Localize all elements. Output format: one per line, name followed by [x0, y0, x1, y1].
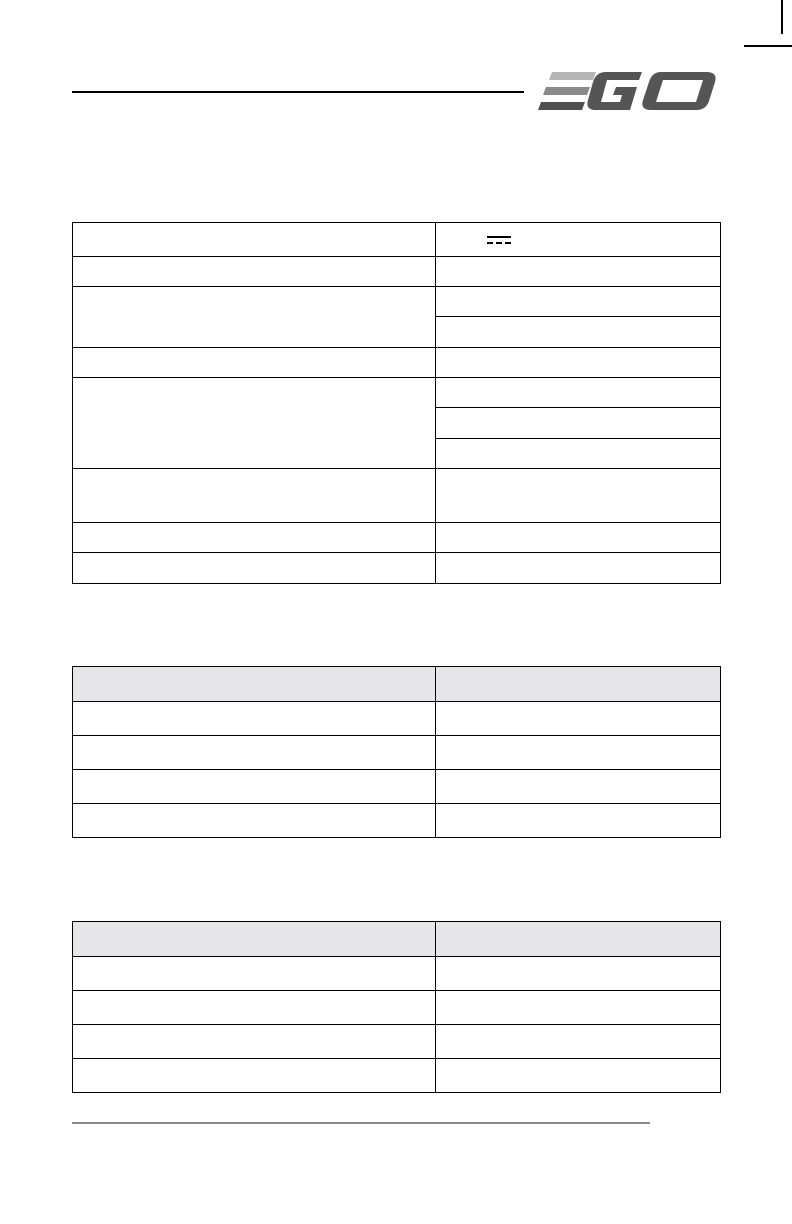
- table-row: [73, 223, 721, 257]
- table-row: [73, 378, 721, 408]
- table-cell: [436, 408, 721, 439]
- table-cell: [73, 1025, 436, 1059]
- table-cell: [436, 439, 721, 469]
- footer-rule: [72, 1122, 650, 1124]
- table-row: [73, 287, 721, 317]
- table-row: [73, 1059, 721, 1093]
- table-cell: [436, 702, 721, 736]
- table-row: [73, 736, 721, 770]
- table-row: [73, 804, 721, 838]
- table-cell: [436, 957, 721, 991]
- spec-table-1: [72, 222, 721, 584]
- table-header-row: [73, 922, 721, 957]
- table-row: [73, 957, 721, 991]
- table-row: [73, 770, 721, 804]
- table-cell: [73, 770, 436, 804]
- table-cell: [73, 378, 436, 469]
- table-cell: [73, 702, 436, 736]
- table-cell: [73, 553, 436, 584]
- table-cell: [73, 523, 436, 553]
- spec-table-3: [72, 921, 721, 1093]
- table-cell: [73, 1059, 436, 1093]
- table-cell: [436, 1059, 721, 1093]
- spec-table-2: [72, 666, 721, 838]
- table-cell: [73, 257, 436, 287]
- table-row: [73, 257, 721, 287]
- table-cell: [436, 317, 721, 348]
- table-cell: [436, 257, 721, 287]
- table-row: [73, 702, 721, 736]
- table-cell: [436, 378, 721, 408]
- table-cell: [73, 991, 436, 1025]
- crop-mark-vertical: [781, 0, 783, 34]
- table-cell: [73, 348, 436, 378]
- table-cell: [73, 223, 436, 257]
- table-header-cell: [73, 922, 436, 957]
- table-cell: [73, 804, 436, 838]
- table-cell: [73, 957, 436, 991]
- table-cell: [73, 287, 436, 348]
- table-cell: [436, 553, 721, 584]
- table-cell: [436, 348, 721, 378]
- table-cell: [436, 804, 721, 838]
- table-cell: [436, 991, 721, 1025]
- table-header-cell: [436, 667, 721, 702]
- table-cell: [436, 523, 721, 553]
- table-cell: [436, 287, 721, 317]
- table-cell: [436, 1025, 721, 1059]
- table-cell: [436, 469, 721, 523]
- ego-logo: [538, 70, 718, 112]
- table-row: [73, 523, 721, 553]
- table-row: [73, 469, 721, 523]
- table-row: [73, 991, 721, 1025]
- table-header-cell: [73, 667, 436, 702]
- dc-current-icon: [487, 236, 511, 245]
- table-cell: [436, 736, 721, 770]
- table-header-cell: [436, 922, 721, 957]
- table-cell: [436, 223, 721, 257]
- table-cell: [73, 736, 436, 770]
- table-cell: [436, 770, 721, 804]
- table-cell: [73, 469, 436, 523]
- crop-mark-horizontal: [744, 45, 792, 47]
- header-rule: [72, 91, 524, 93]
- table-header-row: [73, 667, 721, 702]
- table-row: [73, 348, 721, 378]
- table-row: [73, 553, 721, 584]
- table-row: [73, 1025, 721, 1059]
